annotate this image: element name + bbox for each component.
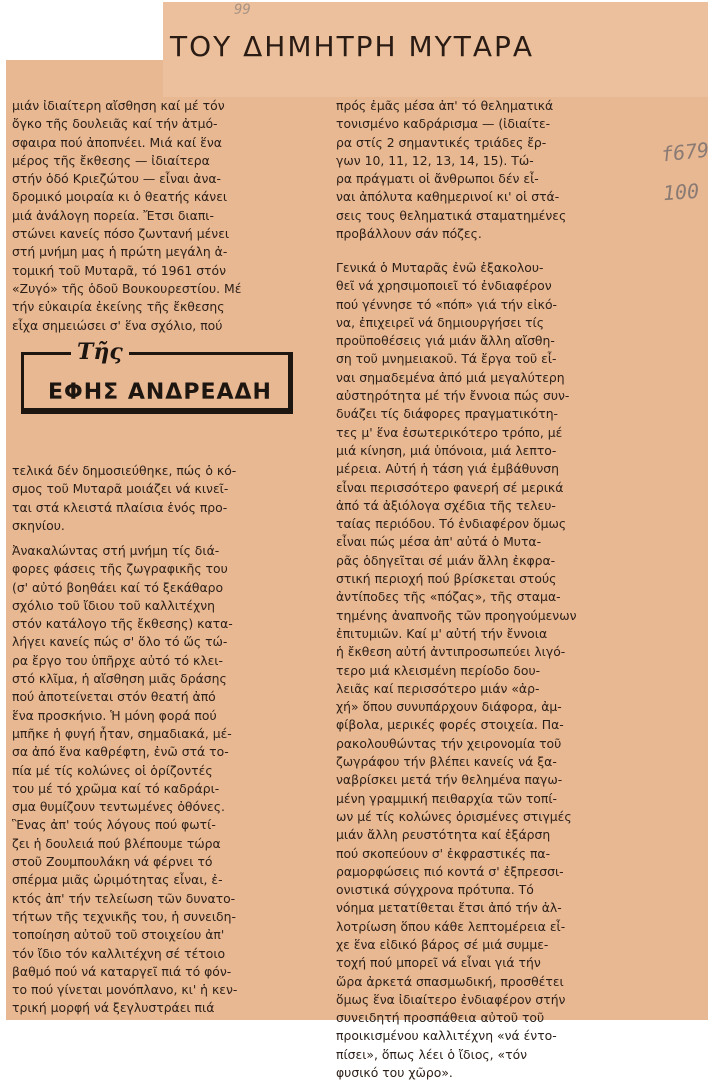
article-title: ΤΟΥ ΔΗΜΗΤΡΗ ΜΥΤΑΡΑ [170,30,535,63]
handwritten-reference: f679 [659,137,711,167]
right-column-paragraph-2: Γενικά ὁ Μυταρᾶς ἐνῶ ἐξακολου- θεῖ νά χρησιμοποιεῖ τό ἐνδιαφέρον πού γέννησε τό «πόπ» γιά τήν εἰκό- να, ἐπιχειρεῖ νά δημιουργήσει τίς προϋποθέσεις γιά μιάν ἄλλη αἴσθη- ση τοῦ μνημειακοῦ. Τά ἔργα τοῦ εἶ- ναι σημαδεμένα ἀπό μιά μεγαλύτερη αὐστηρότητα μέ τήν ἔννοια πώς συν- δυάζει τίς διάφορες πραγματικότη- τες μ' ἕνα ἐσωτερικότερο τρόπο, μέ μιά κίνηση, μιά ὑπόνοια, μιά λεπτο- μέρεια. Αὐτή ἡ τάση γιά ἐμβάθυνση εἶναι περισσότερο φανερή σέ μερικά ἀπό τά ἀξιόλογα σχέδια τῆς τελευ- ταίας περιόδου. Τό ἐνδιαφέρον ὅμως εἶναι πώς μέσα ἀπ' αὐτά ὁ Μυτα- ρᾶς ὁδηγεῖται σέ μιάν ἄλλη ἐκφρα- στική περιοχή πού βρίσκεται στούς ἀντίποδες τῆς «πόζας», τῆς σταμα- τημένης ἀναπνοῆς τῶν προηγούμενων ἐπιτυμιῶν. Καί μ' αὐτή τήν ἔννοια ἡ ἔκθεση αὐτή ἀντιπροσωπεύει λιγό- τερο μιά κλεισμένη περίοδο δου- λειᾶς καί περισσότερο μιάν «ἀρ- χή» ὅπου συνυπάρχουν διάφορα, ἀμ- φίβολα, μερικές φορές στοιχεία. Πα- ρακολουθώντας τήν χειρονομία τοῦ ζωγράφου τήν βλέπει κανείς νά ξα- ναβρίσκει μετά τήν θελημένα παγω- μένη γραμμική πειθαρχία τῶν τοπί- ων μέ τίς κολώνες ὁρισμένες στιγμές μιάν ἄλλη ρευστότητα καί ἐξάρση πού σκοπεύουν σ' ἐκφραστικές πα- ραμορφώσεις πιό κοντά σ' ἐξπρεσσι- ονιστικά σύγχρονα πρότυπα. Τό νόημα μετατίθεται ἔτσι ἀπό τήν ἀλ- λοτρίωση ὅπου κάθε λεπτομέρεια εἶ- χε ἕνα εἰδικό βάρος σέ μιά συμμε- τοχή πού μπορεῖ νά εἶναι γιά τήν ὥρα ἀρκετά σπασμωδική, προσθέτει ὅμως ἕνα ἰδιαίτερο ἐνδιαφέρον στήν συνειδητή προσπάθεια αὐτοῦ τοῦ προικισμένου καλλιτέχνη «νά έντο- πίσει», ὅπως λέει ὁ ἴδιος, «τόν φυσικό του χῶρο». [336,260,577,1081]
byline-prefix: Τῆς [71,340,129,364]
left-column-paragraph-2: τελικά δέν δημοσιεύθηκε, πώς ὁ κό- σμος τοῦ Μυταρᾶ μοιάζει νά κινεῖ- ται στά κλειστά πλαίσια ἑνός προ- σκηνίου. [12,463,237,533]
right-column-paragraph-1: πρός ἐμᾶς μέσα ἀπ' τό θεληματικά τονισμένο καδράρισμα — (ἰδιαίτε- ρα στίς 2 σημαντικές τριάδες ἔρ- γων 10, 11, 12, 13, 14, 15). Τώ- ρα πράγματι οἱ ἄνθρωποι δέν εἶ- ναι ἀπόλυτα καθημερινοί κι' οἱ στά- σεις τους θεληματικά σταματημένες προβάλλουν σάν πόζες. [336,98,567,242]
left-column-paragraph-3: Ἀνακαλώντας στή μνήμη τίς διά- φορες φάσεις τῆς ζωγραφικῆς του (σ' αὐτό βοηθάει καί τό ξεκάθαρο σχόλιο τοῦ ἴδιου τοῦ καλλιτέχνη στόν κατάλογο τῆς ἔκθεσης) κατα- λήγει κανείς πώς σ' ὅλο τό ὥς τώ- ρα ἔργο του ὑπῆρχε αὐτό τό κλει- στό κλῖμα, ἡ αἴσθηση μιᾶς δράσης πού ἀποτείνεται στόν θεατή ἀπό ἕνα προσκήνιο. Ἡ μόνη φορά πού μπῆκε ἡ φυγή ἦταν, σημαδιακά, μέ- σα ἀπό ἕνα καθρέφτη, ἐνῶ στά το- πία μέ τίς κολώνες οἱ ὁρίζοντές του μέ τό χρῶμα καί τό καδράρι- σμα θυμίζουν τεντωμένες ὀθόνες. Ἓνας ἀπ' τούς λόγους πού φωτί- ζει ἡ δουλειά πού βλέπουμε τώρα στοῦ Ζουμπουλάκη νά φέρνει τό σπέρμα μιᾶς ὡριμότητας εἶναι, ἐ- κτός ἀπ' τήν τελείωση τῶν δυνατο- τήτων τῆς τεχνικῆς του, ἡ συνειδη- τοποίηση αὐτοῦ τοῦ στοιχείου ἀπ' τόν ἴδιο τόν καλλιτέχνη σέ τέτοιο βαθμό πού νά καταργεῖ πιά τό φόν- το πού γίνεται μονόπλανο, κι' ἡ κεν- τρική μορφή νά ξεγλυστράει πιά [12,543,238,1016]
left-column-paragraph-1: μιάν ἰδιαίτερη αἴσθηση καί μέ τόν ὄγκο τῆς δουλειᾶς καί τήν ἀτμό- σφαιρα πού ἀποπνέει. Μιά καί ἕνα μέρος τῆς ἔκθεσης — ἰδιαίτερα στήν ὁδό Κριεζώτου — εἶναι ἀνα- δρομικό μοιραία κι ὁ θεατής κάνει μιά ἀνάλογη πορεία. Ἔτσι διαπι- στώνει κανείς πόσο ζωντανή μένει στή μνήμη μας ἡ πρώτη μεγάλη ἀ- τομική τοῦ Μυταρᾶ, τό 1961 στόν «Ζυγό» τῆς ὁδοῦ Βουκουρεστίου. Μέ τήν εὐκαιρία ἐκείνης τῆς ἔκθεσης εἶχα σημειώσει σ' ἕνα σχόλιο, πού [12,98,242,333]
author-byline [21,340,301,424]
handwritten-top-mark: 99 [234,2,251,18]
byline-frame [21,352,293,414]
handwritten-number: 100 [662,178,700,206]
byline-author-name: ΕΦΗΣ ΑΝΔΡΕΑΔΗ [48,380,272,405]
